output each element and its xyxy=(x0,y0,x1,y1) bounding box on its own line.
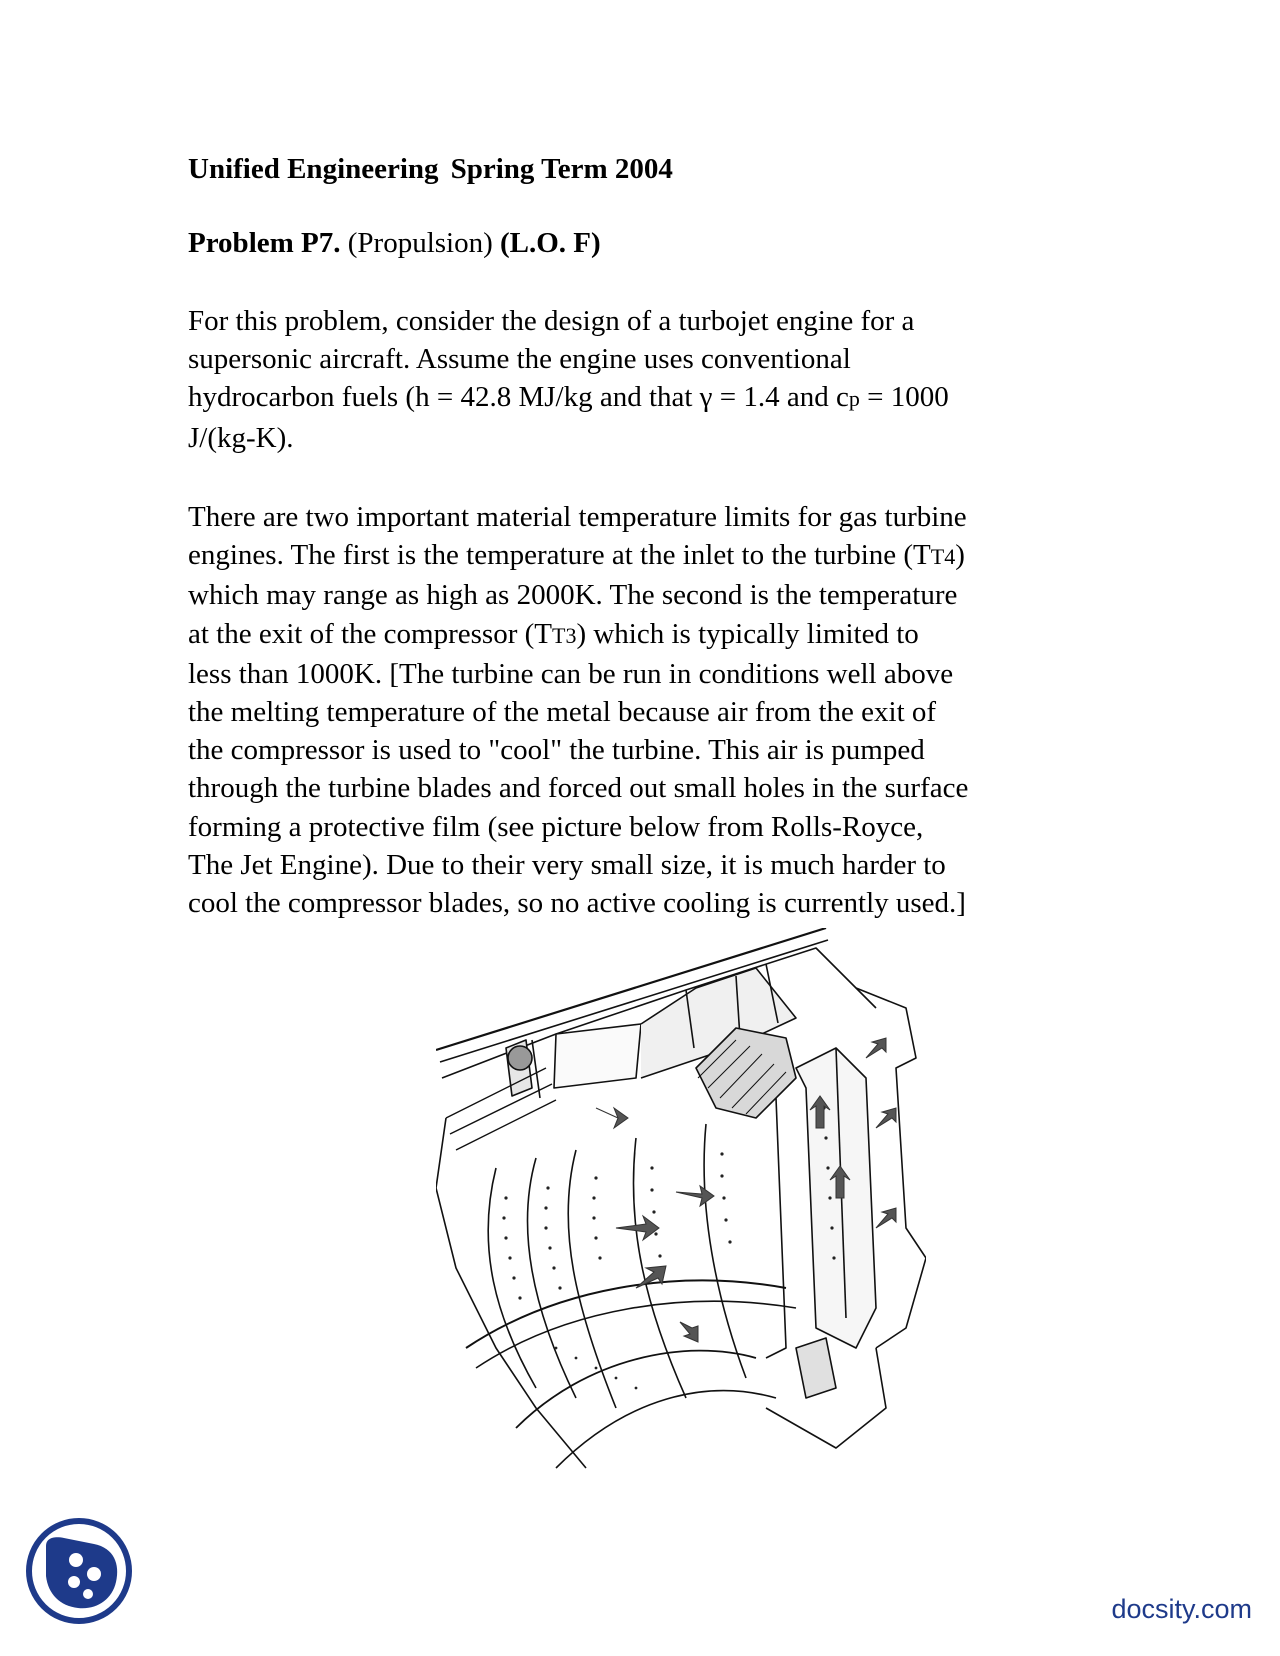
problem-label: Problem P7. xyxy=(188,227,341,259)
paragraph-line: forming a protective film (see picture below from Rolls-Royce, xyxy=(188,810,924,843)
paragraph-line: through the turbine blades and forced out small holes in the surface xyxy=(188,772,969,805)
paragraph-line: cool the compressor blades, so no active cooling is currently used.] xyxy=(188,887,966,920)
text-segment: hydrocarbon fuels (h = 42.8 MJ/kg and that γ = 1.4 and c xyxy=(188,381,849,414)
paragraph-line: For this problem, consider the design of a turbojet engine for a xyxy=(188,305,915,337)
paragraph-line: J/(kg-K). xyxy=(188,421,294,454)
subscript: T4 xyxy=(930,544,956,570)
paragraph-limits xyxy=(188,498,1088,922)
paragraph-line: There are two important material temperature limits for gas turbine xyxy=(188,501,967,533)
paragraph-line xyxy=(188,536,1088,576)
docsity-logo-icon xyxy=(24,1516,134,1626)
text-segment: engines. The first is the temperature at the inlet to the turbine (T xyxy=(188,539,931,572)
text-segment: ) xyxy=(955,539,965,572)
problem-topic: (Propulsion) xyxy=(347,227,493,259)
footer-brand[interactable]: docsity.com xyxy=(1111,1594,1252,1624)
paragraph-line: the compressor is used to "cool" the turbine. This air is pumped xyxy=(188,734,925,767)
subscript: T3 xyxy=(552,622,577,648)
text-segment: = 1000 xyxy=(859,381,949,414)
paragraph-line xyxy=(188,378,1088,418)
paragraph-line: less than 1000K. [The turbine can be run in conditions well above xyxy=(188,657,954,690)
problem-lo: (L.O. F) xyxy=(500,227,601,259)
paragraph-line xyxy=(188,615,1088,655)
paragraph-line: supersonic aircraft. Assume the engine uses conventional xyxy=(188,343,851,376)
page-title xyxy=(188,150,1088,188)
paragraph-line: The Jet Engine). Due to their very small size, it is much harder to xyxy=(188,848,946,881)
problem-heading xyxy=(188,224,1088,262)
paragraph-line: the melting temperature of the metal because air from the exit of xyxy=(188,696,937,729)
text-segment: at the exit of the compressor (T xyxy=(188,617,552,650)
text-segment: ) which is typically limited to xyxy=(576,617,919,650)
paragraph-intro xyxy=(188,302,1088,457)
turbine-blade-cooling-illustration xyxy=(436,928,926,1488)
title-term: Spring Term 2004 xyxy=(450,153,673,185)
paragraph-line: which may range as high as 2000K. The second is the temperature xyxy=(188,579,958,612)
subscript: p xyxy=(848,386,860,412)
title-course: Unified Engineering xyxy=(188,153,439,185)
